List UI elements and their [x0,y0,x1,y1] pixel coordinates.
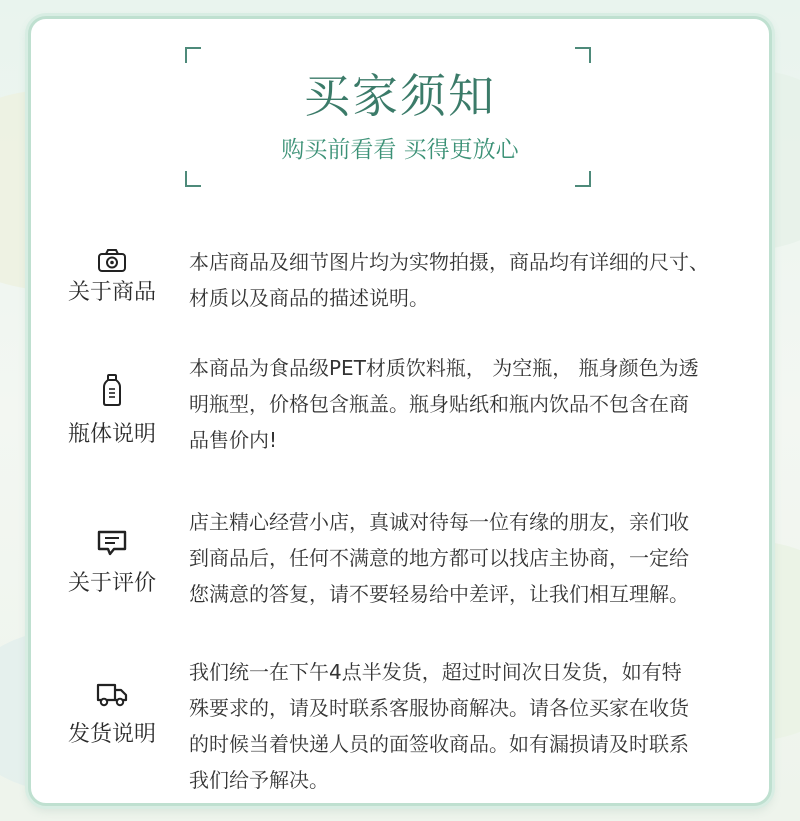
section-label: 瓶体说明 [67,422,156,447]
text-line: 到商品后，任何不满意的地方都可以找店主协商，一定给 [189,546,689,570]
page-subtitle: 购买前看看 买得更放心 [281,137,519,163]
text-line: 明瓶型，价格包含瓶盖。瓶身贴纸和瓶内饮品不包含在商 [189,392,689,416]
section-text [189,504,729,612]
text-line: 我们统一在下午4点半发货，超过时间次日发货，如有特 [189,660,682,684]
text-line: 品售价内! [189,428,278,452]
text-line: 本商品为食品级PET材质饮料瓶， 为空瓶， 瓶身颜色为透 [189,356,699,380]
text-line: 的时候当着快递人员的面签收商品。如有漏损请及时联系 [189,732,689,756]
text-line: 店主精心经营小店，真诚对待每一位有缘的朋友，亲们收 [189,510,689,534]
section-text [189,654,729,798]
truck-icon [95,680,129,710]
chat-icon [95,528,129,558]
text-line: 材质以及商品的描述说明。 [189,286,429,310]
section-text [189,350,729,458]
frame-corner [185,171,201,187]
frame-corner [185,47,201,63]
text-line: 我们给予解决。 [189,768,329,792]
text-line: 本店商品及细节图片均为实物拍摄，商品均有详细的尺寸、 [189,250,709,274]
section-label: 发货说明 [67,722,156,747]
text-line: 殊要求的，请及时联系客服协商解决。请各位买家在收货 [189,696,689,720]
camera-icon [95,246,129,276]
text-line: 您满意的答复，请不要轻易给中差评，让我们相互理解。 [189,582,689,606]
section-label: 关于评价 [67,571,156,596]
section-label: 关于商品 [67,280,156,305]
frame-corner [575,171,591,187]
bottle-icon [95,375,129,405]
section-text [189,244,729,316]
frame-corner [575,47,591,63]
page-title: 买家须知 [304,69,496,123]
